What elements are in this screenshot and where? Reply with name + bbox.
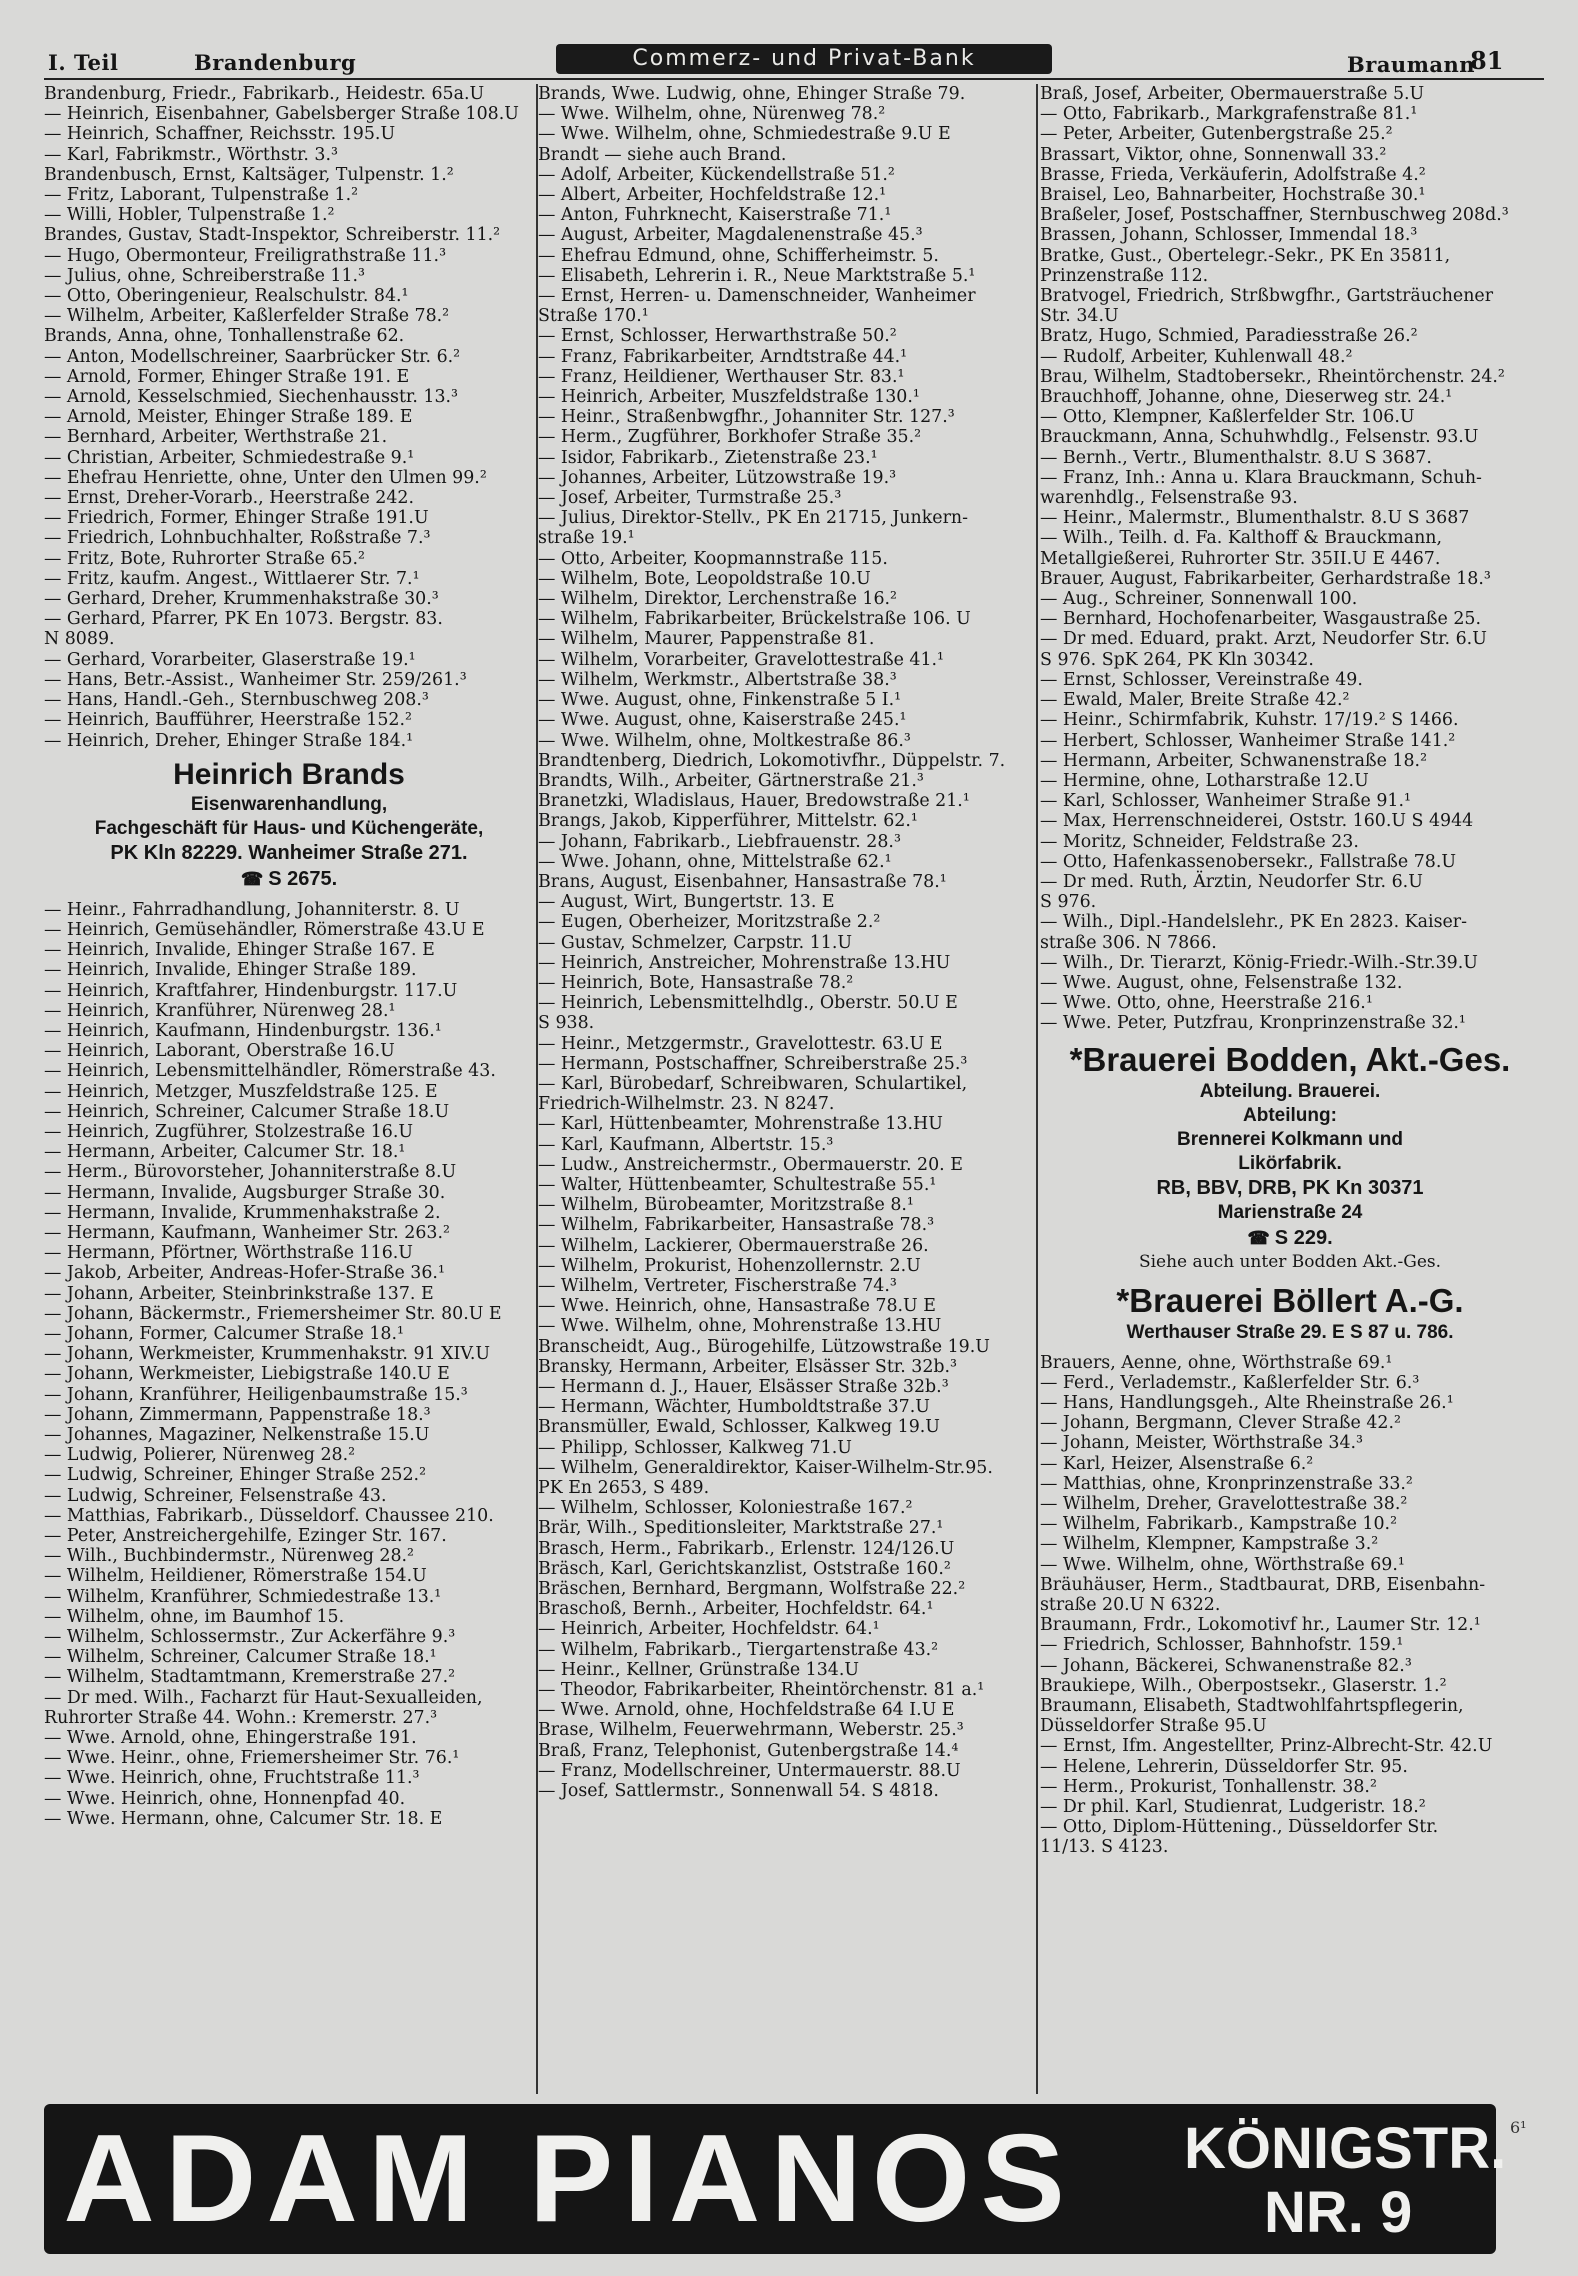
directory-entry: — Wilhelm, ohne, im Baumhof 15. — [44, 1606, 345, 1627]
directory-entry: — Heinr., Schirmfabrik, Kuhstr. 17/19.² S 1466. — [1040, 710, 1459, 731]
directory-entry: — Hermann, Pförtner, Wörthstraße 116.U — [44, 1243, 413, 1264]
directory-entry: — Heinr., Kellner, Grünstraße 134.U — [538, 1659, 860, 1680]
section-title: Brandenburg — [194, 50, 357, 75]
directory-entry: — Matthias, Fabrikarb., Düsseldorf. Chaussee 210. — [44, 1505, 494, 1526]
directory-entry: — Hugo, Obermonteur, Freiligrathstraße 11.³ — [44, 245, 447, 266]
directory-entry: — Wwe. Johann, ohne, Mittelstraße 62.¹ — [538, 851, 892, 872]
directory-entry: — Bernhard, Arbeiter, Werthstraße 21. — [44, 427, 388, 448]
directory-entry: — Heinrich, Invalide, Ehinger Straße 167. E — [44, 940, 435, 961]
directory-entry: Brans, August, Eisenbahner, Hansastraße 78.¹ — [538, 871, 947, 892]
directory-entry: — Bernh., Vertr., Blumenthalstr. 8.U S 3687. — [1040, 447, 1432, 468]
directory-entry: — Herm., Prokurist, Tonhallenstr. 38.² — [1040, 1776, 1377, 1797]
directory-entry: — Otto, Hafenkassenobersekr., Fallstraße 78.U — [1040, 851, 1457, 872]
ad-phone — [1040, 1225, 1540, 1251]
ad-brauerei-bodden — [1040, 1040, 1540, 1273]
ad-line: PK Kln 82229. Wanheimer Straße 271. — [110, 841, 468, 864]
directory-entry: — Otto, Diplom-Hüttening., Düsseldorfer Str. — [1040, 1817, 1439, 1838]
directory-entry: — Wilh., Buchbindermstr., Nürenweg 28.² — [44, 1546, 415, 1567]
directory-entry: Brasse, Frieda, Verkäuferin, Adolfstraße 4.² — [1040, 164, 1426, 185]
directory-entry: straße 306. N 7866. — [1040, 932, 1217, 953]
directory-entry: — Wwe. Peter, Putzfrau, Kronprinzenstraße 32.¹ — [1040, 1013, 1466, 1034]
ad-note: Siehe auch unter Bodden Akt.-Ges. — [1138, 1251, 1442, 1272]
directory-entry: — Wilh., Teilh. d. Fa. Kalthoff & Brauckmann, — [1040, 528, 1443, 549]
directory-entry: — Wilhelm, Werkmstr., Albertstraße 38.³ — [538, 669, 897, 690]
directory-entry: Braumann, Elisabeth, Stadtwohlfahrtspflegerin, — [1040, 1696, 1464, 1716]
directory-entry: — Friedrich, Schlosser, Bahnhofstr. 159.¹ — [1040, 1635, 1404, 1656]
directory-entry: — Heinrich, Kaufmann, Hindenburgstr. 136.¹ — [44, 1020, 442, 1041]
directory-entry: — Wilhelm, Generaldirektor, Kaiser-Wilhelm-Str.95. — [538, 1457, 993, 1478]
directory-entry: — Wilh., Dr. Tierarzt, König-Friedr.-Wilh.-Str.39.U — [1040, 952, 1478, 973]
directory-entry: — Isidor, Fabrikarb., Zietenstraße 23.¹ — [538, 447, 878, 468]
ad-brauerei-boellert — [1040, 1281, 1540, 1345]
directory-entry: — Franz, Modellschreiner, Untermauerstr. 88.U — [538, 1760, 961, 1781]
directory-entry: — Johann, Arbeiter, Steinbrinkstraße 137. E — [44, 1283, 434, 1304]
directory-entry: — August, Arbeiter, Magdalenenstraße 45.³ — [538, 225, 923, 246]
directory-entry: — Herm., Bürovorsteher, Johanniterstraße 8.U — [44, 1162, 457, 1183]
directory-entry: — Wwe. August, ohne, Felsenstraße 132. — [1040, 972, 1403, 993]
directory-entry: — Wilhelm, Schreiner, Calcumer Straße 18.¹ — [44, 1647, 437, 1668]
directory-entry: — Wwe. Otto, ohne, Heerstraße 216.¹ — [1040, 993, 1373, 1014]
directory-entry: — Matthias, ohne, Kronprinzenstraße 33.² — [1040, 1473, 1413, 1494]
directory-entry: — Eugen, Oberheizer, Moritzstraße 2.² — [538, 912, 881, 933]
directory-entry: — Karl, Schlosser, Wanheimer Straße 91.¹ — [1040, 791, 1411, 812]
directory-entry: — Karl, Fabrikmstr., Wörthstr. 3.³ — [44, 144, 338, 165]
directory-entry: — Karl, Heizer, Alsenstraße 6.² — [1040, 1453, 1314, 1474]
directory-entry: — Wilhelm, Bote, Leopoldstraße 10.U — [538, 568, 871, 589]
directory-entry: — Hermann, Wächter, Humboldtstraße 37.U — [538, 1397, 930, 1418]
ad-line: RB, BBV, DRB, PK Kn 30371 — [1156, 1176, 1424, 1199]
directory-entry: PK En 2653, S 489. — [538, 1478, 710, 1499]
directory-entry: — Dr med. Eduard, prakt. Arzt, Neudorfer Str. 6.U — [1040, 629, 1487, 650]
directory-entry: — Gustav, Schmelzer, Carpstr. 11.U — [538, 932, 853, 953]
directory-entry: — Ludwig, Polierer, Nürenweg 28.² — [44, 1445, 356, 1466]
directory-entry: — Otto, Arbeiter, Koopmannstraße 115. — [538, 548, 888, 569]
directory-entry: — Wilhelm, Fabrikarb., Tiergartenstraße 43.² — [538, 1639, 939, 1660]
ad-line: Fachgeschäft für Haus- und Küchengeräte, — [94, 817, 484, 839]
directory-entry: — Julius, Direktor-Stellv., PK En 21715, Junkern- — [538, 508, 968, 529]
directory-entry: — Ludwig, Schreiner, Felsenstraße 43. — [44, 1485, 387, 1506]
directory-entry: — Heinrich, Laborant, Oberstraße 16.U — [44, 1041, 395, 1062]
directory-entry: — Wwe. August, ohne, Kaiserstraße 245.¹ — [538, 710, 907, 731]
directory-entry: Brassen, Johann, Schlosser, Immendal 18.³ — [1040, 225, 1418, 246]
directory-entry: — Hans, Betr.-Assist., Wanheimer Str. 259/261.³ — [44, 669, 467, 690]
directory-entry: Str. 34.U — [1040, 306, 1119, 327]
directory-entry: — Hermann, Arbeiter, Calcumer Str. 18.¹ — [44, 1142, 406, 1163]
directory-entry: — Fritz, Laborant, Tulpenstraße 1.² — [44, 185, 359, 206]
directory-entry: Brase, Wilhelm, Feuerwehrmann, Weberstr. 25.³ — [538, 1720, 964, 1741]
directory-entry: — Herbert, Schlosser, Wanheimer Straße 141.² — [1040, 730, 1456, 751]
directory-entry: Brauchhoff, Johanne, ohne, Dieserweg str. 24.¹ — [1040, 387, 1453, 408]
directory-entry: — Heinrich, Dreher, Ehinger Straße 184.¹ — [44, 730, 414, 751]
directory-entry: — Gerhard, Pfarrer, PK En 1073. Bergstr. 83. — [44, 609, 443, 630]
directory-entry: — Johann, Kranführer, Heiligenbaumstraße 15.³ — [44, 1384, 468, 1405]
directory-entry: — Karl, Bürobedarf, Schreibwaren, Schulartikel, — [538, 1073, 968, 1094]
header-rule — [44, 78, 1544, 80]
directory-entry: — Franz, Inh.: Anna u. Klara Brauckmann, Schuh- — [1040, 467, 1482, 488]
directory-entry: — Max, Herrenschneiderei, Oststr. 160.U S 4944 — [1040, 811, 1474, 832]
directory-entry: — Fritz, Bote, Ruhrorter Straße 65.² — [44, 548, 366, 569]
directory-entry: — Friedrich, Former, Ehinger Straße 191.U — [44, 508, 429, 529]
directory-entry: 11/13. S 4123. — [1040, 1837, 1169, 1858]
directory-entry: Friedrich-Wilhelmstr. 23. N 8247. — [538, 1094, 835, 1115]
directory-entry: Brär, Wilh., Speditionsleiter, Marktstraße 27.¹ — [538, 1518, 944, 1539]
directory-entry: Bratke, Gust., Obertelegr.-Sekr., PK En 35811, — [1040, 245, 1451, 266]
column-divider — [1036, 84, 1038, 2094]
directory-entry: — Wwe. Heinrich, ohne, Fruchtstraße 11.³ — [44, 1768, 420, 1789]
directory-entry: — Ewald, Maler, Breite Straße 42.² — [1040, 690, 1350, 711]
directory-entry: — Moritz, Schneider, Feldstraße 23. — [1040, 831, 1359, 852]
directory-entry: — Gerhard, Vorarbeiter, Glaserstraße 19.¹ — [44, 649, 416, 670]
directory-entry: — Hermann, Kaufmann, Wanheimer Str. 263.² — [44, 1222, 450, 1243]
directory-entry: Bräschen, Bernhard, Bergmann, Wolfstraße 22.² — [538, 1579, 966, 1600]
directory-entry: — Johannes, Arbeiter, Lützowstraße 19.³ — [538, 467, 897, 488]
directory-entry: Brands, Anna, ohne, Tonhallenstraße 62. — [44, 326, 405, 347]
entry-list — [1040, 1353, 1540, 1858]
directory-entry: — Heinrich, Arbeiter, Muszfeldstraße 130.¹ — [538, 387, 920, 408]
directory-entry: — Albert, Arbeiter, Hochfeldstraße 12.¹ — [538, 185, 887, 206]
directory-entry: — Heinrich, Kranführer, Nürenweg 28.¹ — [44, 1000, 396, 1021]
directory-entry: — Ferd., Verlademstr., Kaßlerfelder Str. 6.³ — [1040, 1372, 1420, 1393]
directory-entry: — Hermann, Arbeiter, Schwanenstraße 18.² — [1040, 750, 1428, 771]
directory-entry: — Wilhelm, Schlossermstr., Zur Ackerfähre 9.³ — [44, 1627, 456, 1648]
directory-entry: — Heinrich, Zugführer, Stolzestraße 16.U — [44, 1121, 414, 1142]
directory-entry: — Dr med. Ruth, Ärztin, Neudorfer Str. 6.U — [1040, 871, 1423, 892]
directory-entry: — Heinrich, Schreiner, Calcumer Straße 18.U — [44, 1101, 450, 1122]
directory-entry: Bräuhäuser, Herm., Stadtbaurat, DRB, Eisenbahn- — [1040, 1574, 1486, 1595]
directory-entry: Brau, Wilhelm, Stadtobersekr., Rheintörchenstr. 24.² — [1040, 366, 1505, 387]
directory-entry: — Johann, Fabrikarb., Liebfrauenstr. 28.³ — [538, 831, 901, 852]
directory-entry: — Julius, ohne, Schreiberstraße 11.³ — [44, 265, 366, 286]
directory-entry: — Ludwig, Schreiner, Ehinger Straße 252.² — [44, 1465, 427, 1486]
directory-entry: — Ernst, Schlosser, Vereinstraße 49. — [1040, 669, 1363, 690]
directory-entry: Brasch, Herm., Fabrikarb., Erlenstr. 124/126.U — [538, 1538, 955, 1559]
directory-entry: — Heinrich, Kraftfahrer, Hindenburgstr. 117.U — [44, 980, 458, 1001]
directory-entry: Brauckmann, Anna, Schuhwhdlg., Felsenstr. 93.U — [1040, 427, 1479, 448]
directory-entry: Brandenbusch, Ernst, Kaltsäger, Tulpenstr. 1.² — [44, 164, 454, 185]
directory-entry: — Herm., Zugführer, Borkhofer Straße 35.² — [538, 427, 922, 448]
directory-entry: Brandtenberg, Diedrich, Lokomotivfhr., Düppelstr. 7. — [538, 750, 1006, 771]
directory-entry: Bratz, Hugo, Schmied, Paradiesstraße 26.² — [1040, 326, 1418, 347]
directory-entry: — Heinr., Malermstr., Blumenthalstr. 8.U S 3687 — [1040, 508, 1470, 529]
directory-entry: — Willi, Hobler, Tulpenstraße 1.² — [44, 205, 335, 226]
directory-entry: Braschoß, Bernh., Arbeiter, Hochfeldstr. 64.¹ — [538, 1599, 934, 1620]
directory-entry: — Franz, Fabrikarbeiter, Arndtstraße 44.¹ — [538, 346, 908, 367]
directory-entry: — Adolf, Arbeiter, Kückendellstraße 51.² — [538, 164, 895, 185]
footer-number: NR. 9 — [1264, 2180, 1413, 2245]
directory-entry: — Johannes, Magaziner, Nelkenstraße 15.U — [44, 1424, 430, 1445]
footer-advertisement — [44, 2104, 1507, 2254]
directory-entry: — Wilhelm, Klempner, Kampstraße 3.² — [1040, 1534, 1379, 1555]
column-3 — [1040, 84, 1540, 2094]
directory-entry: — Heinrich, Metzger, Muszfeldstraße 125. E — [44, 1081, 438, 1102]
directory-entry: Branscheidt, Aug., Bürogehilfe, Lützowstraße 19.U — [538, 1336, 990, 1357]
directory-entry: S 938. — [538, 1013, 595, 1034]
directory-entry: Braumann, Frdr., Lokomotivf hr., Laumer Str. 12.¹ — [1040, 1615, 1481, 1636]
directory-entry: — Wwe. Heinrich, ohne, Hansastraße 78.U E — [538, 1296, 936, 1317]
directory-entry: — Heinrich, Schaffner, Reichsstr. 195.U — [44, 124, 396, 145]
directory-entry: — Wwe. August, ohne, Finkenstraße 5 I.¹ — [538, 690, 902, 711]
directory-entry: S 976. SpK 264, PK Kln 30342. — [1040, 649, 1314, 670]
directory-entry: — Johann, Werkmeister, Krummenhakstr. 91 XIV.U — [44, 1344, 491, 1365]
directory-entry: — Heinrich, Gemüsehändler, Römerstraße 43.U E — [44, 919, 485, 940]
directory-entry: straße 19.¹ — [538, 528, 635, 549]
entry-list — [538, 84, 1032, 1801]
directory-entry: — Heinrich, Arbeiter, Hochfeldstr. 64.¹ — [538, 1619, 880, 1640]
telephone-icon: ☎ — [1247, 1227, 1275, 1248]
directory-entry: S 976. — [1040, 892, 1097, 913]
directory-entry: — Heinr., Straßenbwgfhr., Johanniter Str. 127.³ — [538, 407, 955, 428]
directory-entry: — Wilhelm, Bürobeamter, Moritzstraße 8.¹ — [538, 1195, 914, 1216]
directory-entry: — Wilhelm, Heildiener, Römerstraße 154.U — [44, 1566, 427, 1587]
directory-entry: Bratvogel, Friedrich, Strßbwgfhr., Gartsträuchener — [1040, 286, 1494, 307]
directory-entry: Düsseldorfer Straße 95.U — [1040, 1716, 1267, 1737]
directory-entry: Brandt — siehe auch Brand. — [538, 144, 787, 165]
telephone-icon: ☎ — [240, 868, 269, 889]
directory-entry: — Bernhard, Hochofenarbeiter, Wasgaustraße 25. — [1040, 609, 1481, 630]
directory-entry: Braukiepe, Wilh., Oberpostsekr., Glaserstr. 1.² — [1040, 1675, 1447, 1696]
directory-entry: — Heinrich, Baufführer, Heerstraße 152.² — [44, 710, 412, 731]
directory-entry: Prinzenstraße 112. — [1040, 265, 1209, 286]
directory-entry: — Heinrich, Lebensmittelhändler, Römerstraße 43. — [44, 1061, 496, 1082]
directory-entry: — Fritz, kaufm. Angest., Wittlaerer Str. 7.¹ — [44, 568, 420, 589]
directory-entry: — Peter, Arbeiter, Gutenbergstraße 25.² — [1040, 124, 1393, 145]
directory-entry: — Ernst, Dreher-Vorarb., Heerstraße 242. — [44, 488, 415, 509]
directory-entry: — Wilhelm, Prokurist, Hohenzollernstr. 2.U — [538, 1255, 921, 1276]
directory-entry: Brauer, August, Fabrikarbeiter, Gerhardstraße 18.³ — [1040, 568, 1491, 589]
ad-title: *Brauerei Böllert A.-G. — [1116, 1281, 1464, 1319]
directory-entry: — Elisabeth, Lehrerin i. R., Neue Marktstraße 5.¹ — [538, 265, 976, 286]
directory-entry: — Wilhelm, Dreher, Gravelottestraße 38.² — [1040, 1493, 1408, 1514]
directory-entry: — Wilhelm, Arbeiter, Kaßlerfelder Straße 78.² — [44, 306, 450, 327]
directory-entry: — Hermann d. J., Hauer, Elsässer Straße 32b.³ — [538, 1377, 949, 1397]
directory-entry: — Otto, Klempner, Kaßlerfelder Str. 106.U — [1040, 407, 1415, 428]
directory-entry: — Wilhelm, Fabrikarbeiter, Hansastraße 78.³ — [538, 1215, 935, 1236]
ad-line: Abteilung: — [1243, 1104, 1337, 1126]
directory-entry: — Wwe. Wilhelm, ohne, Nürenweg 78.² — [538, 104, 886, 125]
directory-entry: — Arnold, Kesselschmied, Siechenhausstr. 13.³ — [44, 387, 459, 408]
footer-brand: ADAM PIANOS — [63, 2110, 1076, 2248]
directory-entry: — Wwe. Heinr., ohne, Friemersheimer Str. 76.¹ — [44, 1748, 460, 1769]
column-1 — [44, 84, 534, 2094]
directory-entry: — Wwe. Wilhelm, ohne, Schmiedestraße 9.U E — [538, 124, 951, 145]
entry-list — [44, 900, 534, 1829]
directory-entry: — Ernst, Ifm. Angestellter, Prinz-Albrecht-Str. 42.U — [1040, 1736, 1493, 1757]
directory-entry: Straße 170.¹ — [538, 306, 649, 327]
directory-entry: — Hans, Handlungsgeh., Alte Rheinstraße 26.¹ — [1040, 1392, 1454, 1413]
directory-entry: — Wwe. Heinrich, ohne, Honnenpfad 40. — [44, 1788, 406, 1809]
directory-entry: — Otto, Oberingenieur, Realschulstr. 84.¹ — [44, 286, 409, 307]
directory-entry: — Gerhard, Dreher, Krummenhakstraße 30.³ — [44, 589, 439, 610]
ad-heinrich-brands — [44, 757, 534, 892]
directory-entry: — Heinr., Fahrradhandlung, Johanniterstr. 8. U — [44, 899, 460, 920]
directory-entry: — Otto, Fabrikarb., Markgrafenstraße 81.¹ — [1040, 104, 1418, 125]
ad-title: *Brauerei Bodden, Akt.-Ges. — [1069, 1040, 1511, 1078]
directory-entry: — Johann, Meister, Wörthstraße 34.³ — [1040, 1433, 1364, 1454]
directory-entry: — Wilhelm, Schlosser, Koloniestraße 167.² — [538, 1498, 913, 1519]
directory-entry: — Heinrich, Invalide, Ehinger Straße 189. — [44, 960, 417, 981]
directory-entry: — Friedrich, Lohnbuchhalter, Roßstraße 7.³ — [44, 528, 431, 549]
directory-entry: — Wilhelm, Kranführer, Schmiedestraße 13.¹ — [44, 1586, 442, 1607]
directory-entry: straße 20.U N 6322. — [1040, 1594, 1221, 1615]
directory-entry: — Peter, Anstreichergehilfe, Ezinger Str. 167. — [44, 1526, 447, 1546]
directory-entry: — Josef, Arbeiter, Turmstraße 25.³ — [538, 488, 842, 509]
running-head: Braumann — [1347, 52, 1476, 77]
ad-line: Eisenwarenhandlung, — [190, 793, 388, 815]
ad-phone-number: S 2675. — [268, 867, 338, 890]
page-header — [44, 44, 1544, 80]
directory-entry: — Ernst, Herren- u. Damenschneider, Wanheimer — [538, 286, 976, 307]
directory-entry: — Wilhelm, Maurer, Pappenstraße 81. — [538, 629, 875, 650]
directory-entry: Brandes, Gustav, Stadt-Inspektor, Schreiberstr. 11.² — [44, 225, 501, 246]
directory-entry: Bräsch, Karl, Gerichtskanzlist, Oststraße 160.² — [538, 1558, 951, 1579]
directory-entry: — Christian, Arbeiter, Schmiedestraße 9.¹ — [44, 447, 415, 468]
directory-entry: — Wilhelm, Direktor, Lerchenstraße 16.² — [538, 589, 898, 610]
directory-entry: — Heinrich, Bote, Hansastraße 78.² — [538, 972, 854, 993]
directory-entry: — Johann, Bäckerei, Schwanenstraße 82.³ — [1040, 1655, 1412, 1676]
directory-entry: — Wwe. Wilhelm, ohne, Wörthstraße 69.¹ — [1040, 1554, 1405, 1575]
directory-entry: Brauers, Aenne, ohne, Wörthstraße 69.¹ — [1040, 1352, 1393, 1373]
directory-entry: — Wilhelm, Vorarbeiter, Gravelottestraße 41.¹ — [538, 649, 945, 670]
directory-entry: — Johann, Bergmann, Clever Straße 42.² — [1040, 1413, 1401, 1434]
directory-entry: — August, Wirt, Bungertstr. 13. E — [538, 892, 835, 913]
directory-entry: N 8089. — [44, 629, 115, 650]
directory-entry: — Wilhelm, Vertreter, Fischerstraße 74.³ — [538, 1275, 897, 1296]
directory-entry: — Wilhelm, Fabrikarb., Kampstraße 10.² — [1040, 1514, 1398, 1535]
page-number: 81 — [1470, 46, 1504, 75]
ad-line: Abteilung. Brauerei. — [1199, 1080, 1381, 1102]
directory-entry: — Hermann, Invalide, Krummenhakstraße 2. — [44, 1202, 441, 1223]
directory-entry: Braßeler, Josef, Postschaffner, Sternbuschweg 208d.³ — [1040, 205, 1509, 226]
part-label: I. Teil — [48, 50, 119, 75]
footer-street: KÖNIGSTR. — [1184, 2116, 1507, 2181]
directory-entry: Bransky, Hermann, Arbeiter, Elsässer Str. 32b.³ — [538, 1356, 958, 1377]
directory-entry: Ruhrorter Straße 44. Wohn.: Kremerstr. 27.³ — [44, 1707, 438, 1728]
directory-entry: — Josef, Sattlermstr., Sonnenwall 54. S 4818. — [538, 1781, 939, 1802]
directory-entry: — Wwe. Hermann, ohne, Calcumer Str. 18. E — [44, 1808, 443, 1829]
directory-entry: — Ehefrau Henriette, ohne, Unter den Ulmen 99.² — [44, 467, 487, 488]
directory-entry: — Johann, Werkmeister, Liebigstraße 140.U E — [44, 1364, 450, 1385]
directory-entry: — Heinrich, Anstreicher, Mohrenstraße 13.HU — [538, 952, 951, 973]
directory-entry: — Dr phil. Karl, Studienrat, Ludgeristr. 18.² — [1040, 1797, 1426, 1818]
directory-entry: — Heinr., Metzgermstr., Gravelottestr. 63.U E — [538, 1033, 943, 1054]
directory-entry: Braß, Franz, Telephonist, Gutenbergstraße 14.⁴ — [538, 1740, 959, 1761]
ad-line: Marienstraße 24 — [1217, 1201, 1363, 1223]
directory-entry: — Helene, Lehrerin, Düsseldorfer Str. 95. — [1040, 1756, 1408, 1777]
directory-entry: — Johann, Zimmermann, Pappenstraße 18.³ — [44, 1404, 431, 1425]
sheet-mark: 6¹ — [1510, 2118, 1527, 2137]
ad-line: Likörfabrik. — [1238, 1152, 1342, 1174]
directory-entry: — Wilh., Dipl.-Handelslehr., PK En 2823. Kaiser- — [1040, 912, 1467, 933]
directory-entry: — Jakob, Arbeiter, Andreas-Hofer-Straße 36.¹ — [44, 1263, 445, 1284]
directory-entry: — Karl, Hüttenbeamter, Mohrenstraße 13.HU — [538, 1114, 943, 1135]
directory-entry: — Wwe. Arnold, ohne, Hochfeldstraße 64 I.U E — [538, 1700, 955, 1721]
directory-entry: Brangs, Jakob, Kipperführer, Mittelstr. 62.¹ — [538, 811, 918, 832]
directory-entry: — Ehefrau Edmund, ohne, Schifferheimstr. 5. — [538, 245, 939, 266]
directory-entry: — Franz, Heildiener, Werthauser Str. 83.¹ — [538, 366, 905, 387]
directory-entry: — Karl, Kaufmann, Albertstr. 15.³ — [538, 1134, 834, 1155]
bank-banner: Commerz- und Privat-Bank — [556, 44, 1052, 74]
directory-entry: — Wilhelm, Lackierer, Obermauerstraße 26. — [538, 1235, 929, 1256]
directory-entry: — Ludw., Anstreichermstr., Obermauerstr. 20. E — [538, 1154, 963, 1175]
directory-entry: — Hans, Handl.-Geh., Sternbuschweg 208.³ — [44, 690, 429, 711]
directory-entry: — Heinrich, Lebensmittelhdlg., Oberstr. 50.U E — [538, 993, 958, 1014]
directory-entry: Brassart, Viktor, ohne, Sonnenwall 33.² — [1040, 144, 1387, 165]
directory-entry: — Theodor, Fabrikarbeiter, Rheintörchenstr. 81 a.¹ — [538, 1680, 985, 1701]
directory-entry: — Dr med. Wilh., Facharzt für Haut-Sexualleiden, — [44, 1687, 483, 1708]
ad-title: Heinrich Brands — [173, 757, 405, 791]
directory-entry: — Arnold, Meister, Ehinger Straße 189. E — [44, 407, 413, 428]
directory-entry: — Wilhelm, Fabrikarbeiter, Brückelstraße 106. U — [538, 609, 971, 630]
directory-entry: — Wwe. Wilhelm, ohne, Mohrenstraße 13.HU — [538, 1316, 942, 1337]
directory-entry: — Hermann, Invalide, Augsburger Straße 30. — [44, 1182, 446, 1203]
ad-line: Werthauser Straße 29. E S 87 u. 786. — [1126, 1321, 1454, 1343]
directory-entry: — Ernst, Schlosser, Herwarthstraße 50.² — [538, 326, 897, 347]
directory-entry: — Wwe. Wilhelm, ohne, Moltkestraße 86.³ — [538, 730, 911, 751]
column-2 — [538, 84, 1032, 2094]
directory-entry: Bransmüller, Ewald, Schlosser, Kalkweg 19.U — [538, 1417, 940, 1438]
directory-entry: — Philipp, Schlosser, Kalkweg 71.U — [538, 1437, 852, 1458]
entry-list — [1040, 84, 1540, 1034]
directory-entry: — Wilhelm, Stadtamtmann, Kremerstraße 27.² — [44, 1667, 456, 1688]
directory-entry: Braß, Josef, Arbeiter, Obermauerstraße 5.U — [1040, 84, 1425, 104]
directory-entry: — Arnold, Former, Ehinger Straße 191. E — [44, 366, 410, 387]
directory-entry: — Rudolf, Arbeiter, Kuhlenwall 48.² — [1040, 346, 1353, 367]
ad-line: Brennerei Kolkmann und — [1177, 1128, 1403, 1150]
directory-entry: — Anton, Fuhrknecht, Kaiserstraße 71.¹ — [538, 205, 892, 226]
directory-entry: Brandts, Wilh., Arbeiter, Gärtnerstraße 21.³ — [538, 770, 924, 791]
directory-entry: — Johann, Bäckermstr., Friemersheimer Str. 80.U E — [44, 1303, 502, 1324]
entry-list — [44, 84, 534, 751]
directory-entry: — Hermine, ohne, Lotharstraße 12.U — [1040, 770, 1369, 791]
directory-entry: — Anton, Modellschreiner, Saarbrücker Str. 6.² — [44, 346, 461, 367]
directory-entry: Brandenburg, Friedr., Fabrikarb., Heidestr. 65a.U — [44, 84, 485, 104]
directory-entry: Braisel, Leo, Bahnarbeiter, Hochstraße 30.¹ — [1040, 185, 1426, 206]
directory-entry: Branetzki, Wladislaus, Hauer, Bredowstraße 21.¹ — [538, 791, 970, 812]
directory-entry: — Walter, Hüttenbeamter, Schultestraße 55.¹ — [538, 1174, 937, 1195]
directory-entry: warenhdlg., Felsenstraße 93. — [1040, 488, 1298, 509]
directory-entry: Brands, Wwe. Ludwig, ohne, Ehinger Straße 79. — [538, 84, 966, 104]
directory-entry: — Johann, Former, Calcumer Straße 18.¹ — [44, 1323, 404, 1344]
directory-entry: — Hermann, Postschaffner, Schreiberstraße 25.³ — [538, 1053, 968, 1074]
directory-entry: — Wwe. Arnold, ohne, Ehingerstraße 191. — [44, 1728, 417, 1749]
ad-phone-number: S 229. — [1274, 1226, 1333, 1249]
ad-phone — [44, 866, 534, 892]
directory-entry: Metallgießerei, Ruhrorter Str. 35II.U E 4467. — [1040, 548, 1441, 569]
directory-entry: — Aug., Schreiner, Sonnenwall 100. — [1040, 589, 1358, 610]
directory-entry: — Heinrich, Eisenbahner, Gabelsberger Straße 108.U — [44, 104, 519, 125]
